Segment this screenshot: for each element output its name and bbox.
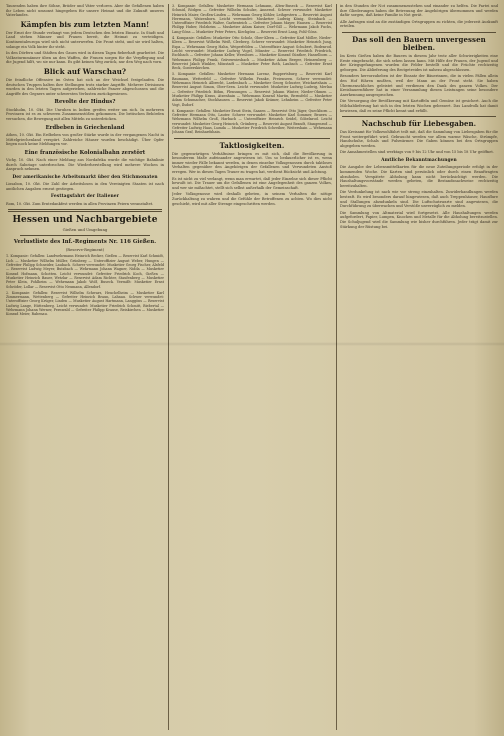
section-subheader: Gießen und Umgebung	[62, 227, 108, 233]
article-paragraph: in den Stunden der Not zusammenzustehen und einander zu helfen. Die Partei und ihre Gliederungen haben die Betreuung der Angehörigen übernommen und werden dafür sorgen, daß keine Familie in Not gerät.	[340, 4, 498, 18]
article-paragraph: Das Kreisamt für Volkswohlfahrt teilt mit, daß die Sammlung von Liebesgaben für die Front weitergeführt wird. Gebraucht werden vor allem warme Wäsche, Strümpfe, Handschuhe, Schals und Pulswärmer. Die Gaben können bei den Ortsgruppen abgegeben werden.	[340, 130, 498, 148]
casualty-list: 2. Kompanie: Gefallen: Reservist Wilhelm Schwarz, Heuchelheim — Musketier Karl Zimmermann, Wettenberg — Gefreiter Heinrich Braun, Lahnau. Schwer verwundet: Unteroffizier Georg Krüger, Linden — Musketier August Hartmann, Langgöns — Reservist Ludwig Lange, Hüttenberg. Leicht verwundet: Musketier Friedrich Schmitt, Biebertal — Wehrmann Johann Werner, Fernwald — Gefreiter Philipp Krause, Reiskirchen — Musketier Konrad Meier, Rabenau.	[6, 290, 164, 317]
article-paragraph: Besonders hervorzuheben ist der Einsatz der Bäuerinnen, die in vielen Fällen allein den Hof führen mußten, weil der Mann an der Front steht. Sie haben Übermenschliches geleistet und verdienen den Dank des ganzen Volkes. Der Kreisbauernführer hat in einer Versammlung diesen Leistungen seine besondere Anerkennung ausgesprochen.	[340, 74, 498, 97]
headline-festtag: Festtagsfahrt der Italiener	[50, 194, 120, 200]
headline-liebesgaben: Nachschub für Liebesgaben.	[361, 119, 477, 129]
article-paragraph: Die Ausgabe der Lebensmittelkarten für die neue Zuteilungsperiode erfolgt in der kommenden Woche. Die Karten sind persönlich oder durch einen Beauftragten abzuholen. Verspätete Abholung kann nicht berücksichtigt werden. Die Haushaltungsvorstände werden gebeten, die Bestandsnachweise rechtzeitig bereitzuhalten.	[340, 165, 498, 188]
article-paragraph: Es ist nicht zu viel verlangt, wenn man erwartet, daß jeder Einzelne sich dieser Pflicht bewußt ist. Die Trauer um die Gefallenen ist eine Angelegenheit des ganzen Volkes, und wer sie mißachtet, stellt sich selbst außerhalb der Gemeinschaft.	[172, 176, 332, 190]
article-paragraph: Stockholm, 10. Okt. Die Unruhen in Indien greifen weiter um sich. In mehreren Provinzen ist es zu schweren Zusammenstößen gekommen. Die britischen Behörden versuchen, die Bewegung mit allen Mitteln zu unterdrücken.	[6, 107, 164, 121]
section-header-hessen: Hessen und Nachbargebiete	[12, 215, 158, 226]
divider	[342, 116, 496, 117]
article-paragraph: Im Kreis Gießen haben die Bauern in diesem Jahr trotz aller Schwierigkeiten eine Ernte eingebracht, die sich sehen lassen kann. Mit Hilfe der Frauen, der Jugend und der Kriegsgefangenen wurden die Felder bestellt und die Früchte rechtzeitig geborgen. Die Ablieferung des Brotgetreides ist nahezu abgeschlossen.	[340, 53, 498, 72]
article-paragraph: Jeder Volksgenosse wird deshalb gebeten, in seinem Verhalten die nötige Zurückhaltung zu wahren und die Gefühle der Betroffenen zu achten. Wo dies nicht geschieht, wird mit aller Strenge eingeschritten werden.	[172, 192, 332, 206]
article-paragraph: Die feindliche Offensive im Osten hat sich an der Weichsel festgelaufen. Die deutschen Truppen halten ihre Stellungen trotz starker Angriffe. Mehrere Divisionen wurden in den letzten Tagen aufgerieben, zahlreiche Panzer abgeschossen und die Angriffe des Gegners unter schwersten Verlusten zurückgewiesen.	[6, 77, 164, 96]
headline-bauern: Das soll den Bauern unvergessen bleiben.	[352, 34, 486, 52]
headline-bekanntmachungen: Amtliche Bekanntmachungen	[381, 158, 457, 164]
headline-erdbeben: Erdbeben in Griechenland	[45, 124, 125, 131]
casualty-list: 3. Kompanie: Gefallen: Musketier Hermann Lehmann, Alten-Buseck — Reservist Karl Schmid, Rödgen — Gefreiter Wilhelm Schulze, Annerod. Schwer verwundet: Musketier Heinrich Maier, Großen-Linden — Wehrmann Georg Köhler, Leihgestern — Reservist August Herrmann, Watzenborn. Leicht verwundet: Musketier Ludwig König, Steinbach — Unteroffizier Friedrich Walter, Garbenteich — Gefreiter Johann Mayer, Hausen — Reservist Philipp Huber, Holzheim — Musketier Adam Kaiser, Dorf-Gill — Wehrmann Jakob Fuchs, Lang-Göns — Musketier Peter Peters, Kirchgöns — Reservist Ernst Lang, Pohl-Göns.	[172, 4, 332, 34]
headline-warschau: Blick auf Warschau?	[43, 66, 127, 76]
article-paragraph: Rom, 10. Okt. Zum Erntedankfest werden in allen Provinzen Feiern veranstaltet.	[6, 201, 154, 206]
article-paragraph: Die Sammlung von Altmaterial wird fortgesetzt. Alle Haushaltungen werden aufgefordert, Papier, Lumpen, Knochen und Metalle für die Abholung bereitzustellen. Die Schuljugend wird die Sammlung wie bisher durchführen. Jeder trägt damit zur Stärkung der Rüstung bei.	[340, 210, 498, 229]
column-rule	[168, 4, 169, 730]
headline-arbeitsmarkt: Der amerikanische Arbeitsmarkt über den Stichmonaten	[12, 174, 158, 180]
article-paragraph: Alle Anfragen sind an die zuständigen Ortsgruppen zu richten, die jederzeit Auskunft erteilen.	[340, 19, 498, 29]
casualty-list: 1. Kompanie: Gefallen: Landwehrmann Heinrich Becker, Gießen — Reservist Karl Schmidt, Lich — Musketier Wilhelm Müller, Grünberg — Unteroffizier August Weber, Hungen — Gefreiter Philipp Schneider, Laubach. Schwer verwundet: Musketier Georg Fischer, Alsfeld — Reservist Ludwig Meyer, Butzbach — Wehrmann Johann Wagner, Nidda — Musketier Konrad Hofmann, Schotten. Leicht verwundet: Gefreiter Friedrich Koch, Gießen — Musketier Heinrich Bauer, Wetzlar — Reservist Adam Richter, Staufenberg — Musketier Peter Klein, Pohlheim — Wehrmann Jakob Wolf, Buseck. Vermißt: Musketier Ernst Schröder, Lollar — Reservist Otto Neumann, Allendorf.	[6, 254, 164, 289]
article-paragraph: Athen, 10. Okt. Ein Erdbeben von großer Stärke wurde in der vergangenen Nacht in Mittelgriechenland verspürt. Zahlreiche Häuser wurden beschädigt. Über Opfer liegen noch keine Meldungen vor.	[6, 132, 164, 147]
column-middle	[172, 4, 332, 730]
casualty-list: 5. Kompanie: Gefallen: Musketier Hermann Lorenz, Ruppertsburg — Reservist Karl Baumann, Wetterfeld — Gefreiter Wilhelm Franke, Freienseen. Schwer verwundet: Wehrmann Heinrich Albrecht, Lardenbach — Musketier Georg Schuster, Weickartshain — Reservist August Simon, Ober-Seen. Leicht verwundet: Musketier Ludwig Ludwig, Merlau — Gefreiter Friedrich Böhm, Flensungen — Reservist Johann Winter, Nieder-Ohmen — Musketier Philipp Kraus, Atzenhain — Wehrmann Konrad Martin, Bernsfeld — Musketier Adam Schumacher, Stockhausen — Reservist Jakob Krämer, Lehnheim — Gefreiter Peter Vogt, Ilsdorf.	[172, 72, 332, 107]
column-right	[340, 4, 498, 730]
headline-kaempfen: Kämpfen bis zum letzten Mann!	[20, 19, 150, 29]
article-paragraph: Der Ernst der Stunde verlangt von jedem Deutschen den letzten Einsatz. In Stadt und Land stehen Männer und Frauen bereit, die Heimat zu verteidigen. Kontinentaleuropa wird sich nicht unterwerfen. Die Front steht, und sie wird halten, solange ein Volk hinter ihr steht.	[6, 30, 164, 49]
article-paragraph: In den Dörfern und Städten des Gaues wird in diesen Tagen fieberhaft gearbeitet. Die Volkssturmmänner üben an den Waffen, die Frauen sorgen für die Verpflegung und die Jugend hilft, wo sie nur kann. Es gibt keinen Weg zurück, nur den Weg nach vorn.	[6, 51, 164, 65]
article-paragraph: Tausenden haben ihre Söhne, Brüder und Väter verloren. Aber die Gefallenen haben ihr Leben nicht umsonst hingegeben für unsere Heimat und die Zukunft unseres Vaterlandes.	[6, 4, 164, 18]
article-paragraph: Vichy, 10. Okt. Nach einer Meldung aus Nordafrika wurde die wichtige Bahnlinie durch Sabotage unterbrochen. Die Wiederherstellung wird mehrere Wochen in Anspruch nehmen.	[6, 158, 164, 172]
divider	[20, 235, 150, 236]
headline-kolonialbahn: Eine französische Kolonialbahn zerstört	[24, 149, 146, 156]
casualty-list: 4. Kompanie: Gefallen: Musketier Otto Scholz, Ober-Kleen — Gefreiter Karl Möller, Nieder-Kleen — Reservist Wilhelm Weiß, Cleeberg. Schwer verwundet: Musketier Heinrich Jung, Espa — Wehrmann Georg Hahn, Weiperfelden — Unteroffizier August Schubert, Bodenrod. Leicht verwundet: Musketier Ludwig Vogel, Münster — Reservist Friedrich Friedrich, Eschbach — Gefreiter Johann Keller, Wernborn — Musketier Konrad Günther, Hasselborn — Wehrmann Philipp Frank, Grävenwiesbach — Musketier Adam Berger, Heinzenberg — Reservist Jakob Winkler, Mönstadt — Musketier Peter Roth, Laubach — Gefreiter Ernst Beck, Gonterskirchen.	[172, 36, 332, 71]
article-paragraph: Die gegenwärtigen Verhältnisse bringen es mit sich, daß die Bevölkerung in besonderem Maße aufeinander angewiesen ist. Um so bedauerlicher ist es, wenn immer wieder Fälle bekannt werden, in denen einzelne Volksgenossen durch taktloses Verhalten gegenüber den Angehörigen der Gefallenen und Verwundeten Anstoß erregen. Wer in diesen Tagen Trauer zu tragen hat, verdient Rücksicht und Achtung.	[172, 151, 332, 174]
section-divider	[8, 209, 162, 212]
headline-hindus: Revolte der Hindus?	[54, 99, 116, 106]
casualty-list: 6. Kompanie: Gefallen: Musketier Ernst Stein, Saasen — Reservist Otto Jäger, Queckborn — Gefreiter Hermann Otto, Lauter. Schwer verwundet: Musketier Karl Sommer, Beuern — Wehrmann Wilhelm Groß, Harbach — Unteroffizier Heinrich Seidel, Göbelnrod. Leicht verwundet: Musketier Georg Heinrich, Grünberg — Reservist August Brandt, Stangenrod — Gefreiter Ludwig Haas, Lumda — Musketier Friedrich Schreiber, Weitershain — Wehrmann Johann Graf, Reinhardshain.	[172, 108, 332, 135]
headline-verlustliste: Verlustliste des Inf.-Regiments Nr. 116 Gießen.	[13, 239, 157, 246]
headline-subtitle: (Reserve-Regiment)	[65, 246, 105, 252]
article-paragraph: Die Verdunkelung ist nach wie vor streng einzuhalten. Zuwiderhandlungen werden bestraft. Es wird besonders darauf hingewiesen, daß auch Treppenhäuser, Hausflure und Stallungen abzudunkeln sind. Die Luftschutzwarte sind angewiesen, die Durchführung zu überwachen und Verstöße unverzüglich zu melden.	[340, 190, 498, 209]
divider	[174, 138, 330, 139]
headline-taktlosigkeiten: Taktlosigkeiten.	[219, 140, 285, 150]
article-paragraph: Die Annahmestellen sind werktags von 9 bis 12 Uhr und von 15 bis 18 Uhr geöffnet.	[340, 150, 494, 155]
article-paragraph: Die Versorgung der Bevölkerung mit Kartoffeln und Gemüse ist gesichert. Auch die Milchablieferung hat sich in den letzten Wochen gebessert. Das Landvolk hat damit bewiesen, daß es seine Pflicht kennt und erfüllt.	[340, 99, 498, 113]
article-paragraph: Lissabon, 10. Okt. Die Zahl der Arbeitslosen in den Vereinigten Staaten ist nach amtlichen Angaben erneut gestiegen.	[6, 182, 164, 191]
column-rule	[336, 4, 337, 730]
divider	[342, 32, 496, 33]
column-left	[6, 4, 164, 730]
